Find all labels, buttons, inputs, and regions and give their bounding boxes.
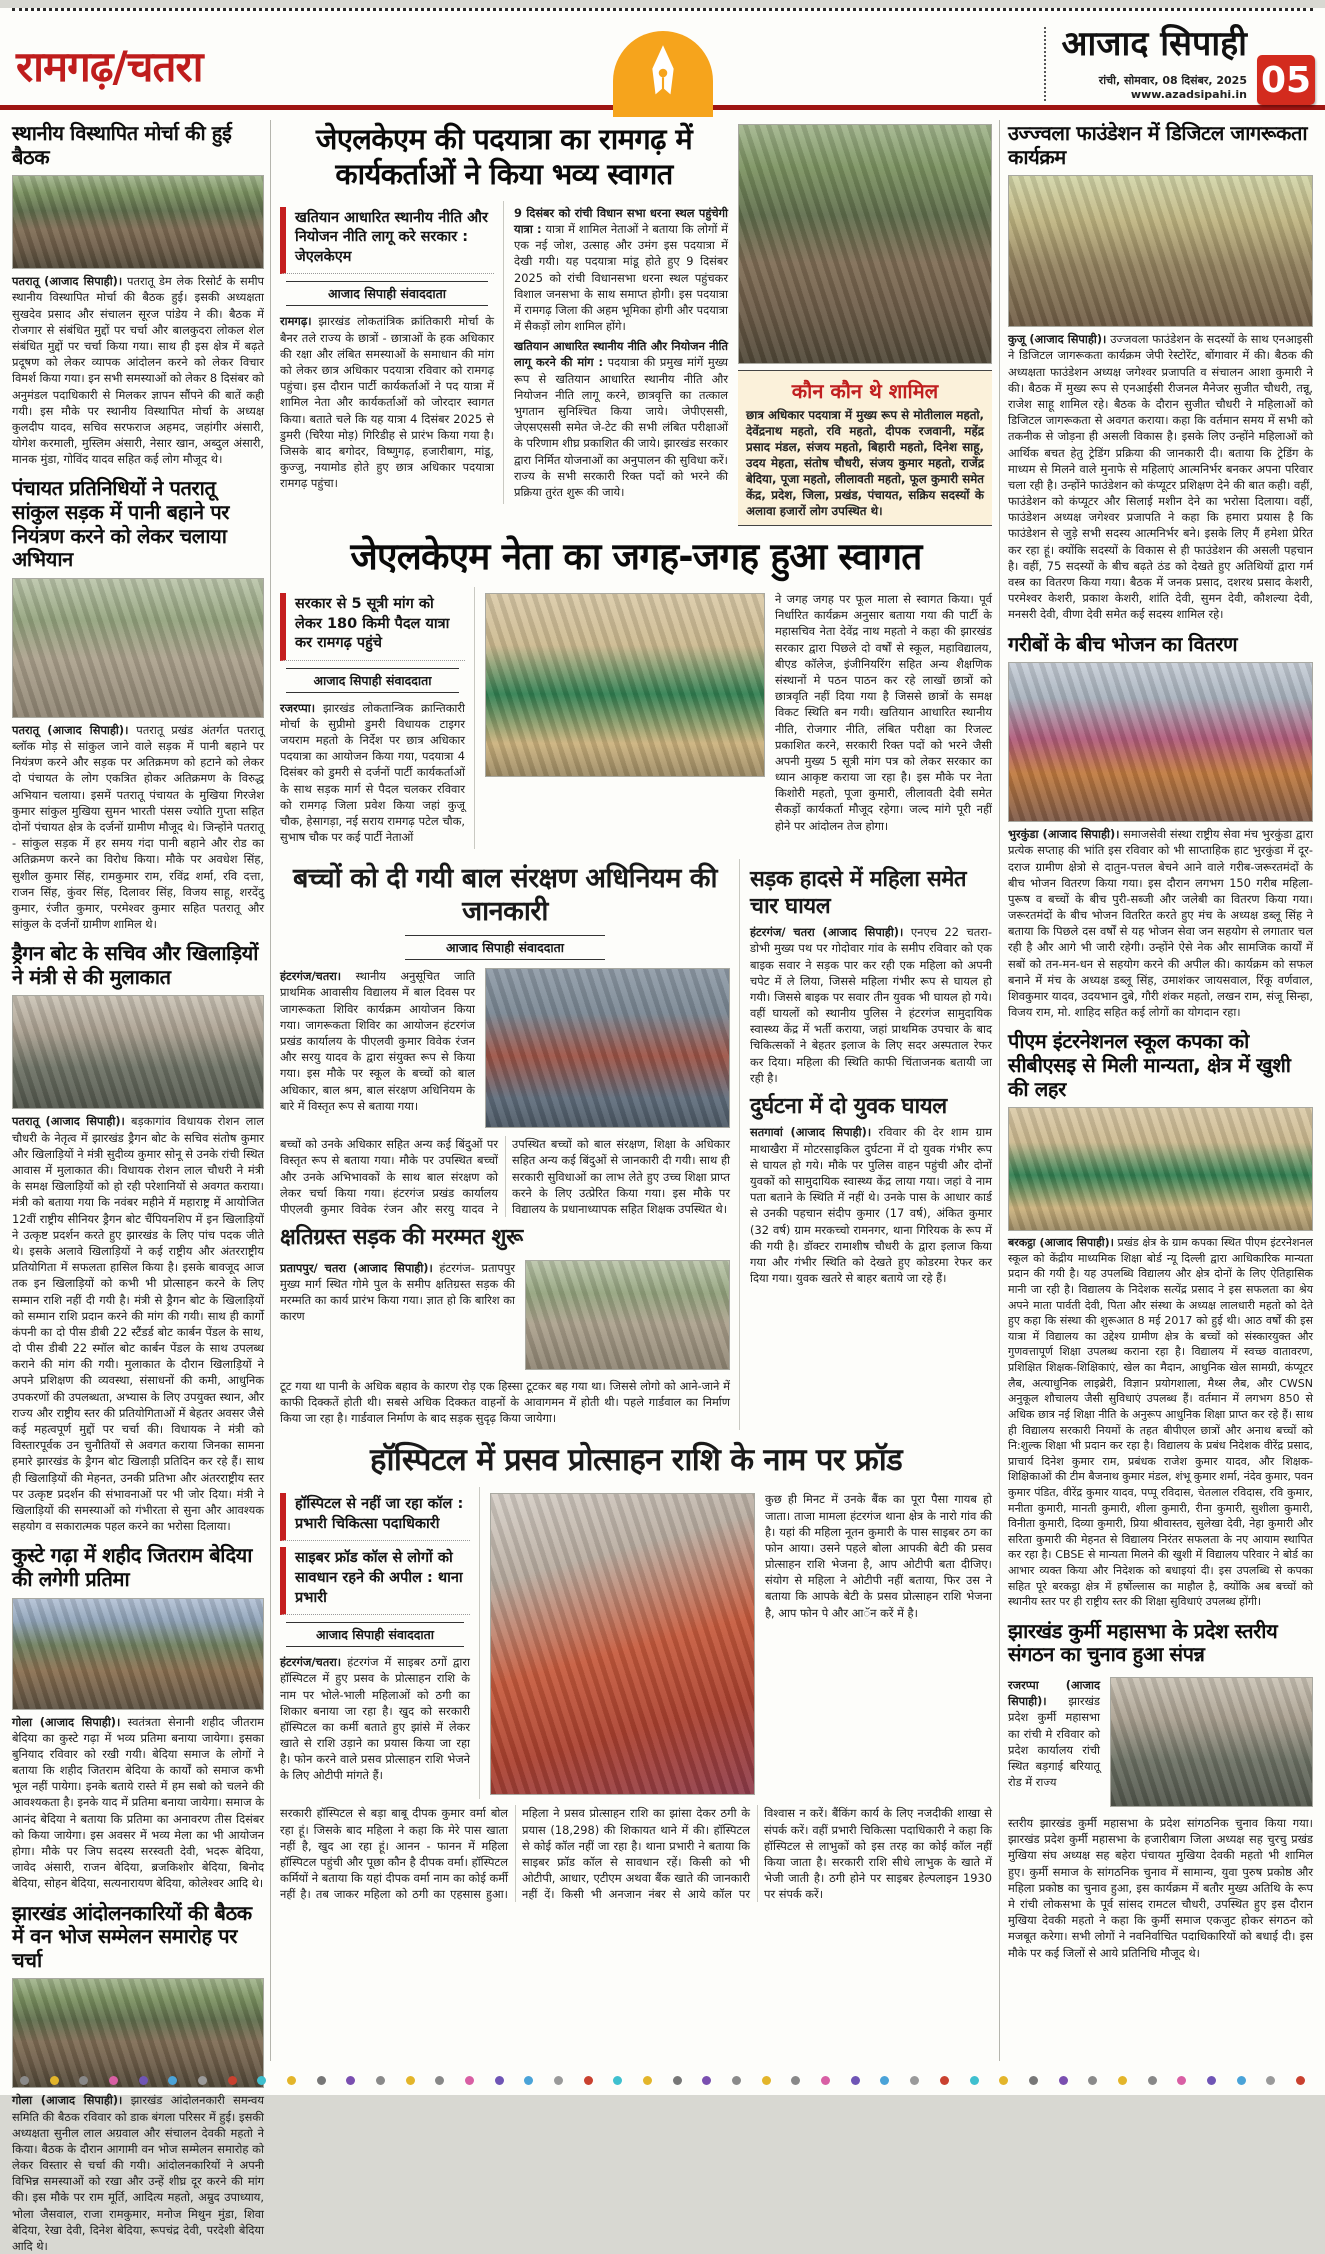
paper-masthead	[1044, 24, 1247, 101]
kurmi-text-col	[1008, 1673, 1100, 1811]
footer-dot	[1148, 2076, 1157, 2085]
hospital-headline: हॉस्पिटल में प्रसव प्रोत्साहन राशि के नाम पर फ्रॉड	[370, 1442, 902, 1479]
footer-dot	[732, 2076, 741, 2085]
swagat-photo-wrap	[485, 587, 765, 849]
footer-dot	[762, 2076, 771, 2085]
article-dateline: हंटरगंज/चतरा।	[280, 969, 342, 984]
pull-quote: हॉस्पिटल से नहीं जा रहा कॉल : प्रभारी चिकित्सा पदाधिकारी	[280, 1493, 470, 1541]
footer-dot	[257, 2076, 266, 2085]
byline: आजाद सिपाही संवाददाता	[286, 281, 488, 306]
footer-dot	[495, 2076, 504, 2085]
lead-article-right	[738, 120, 992, 526]
article-title: पीएम इंटरनेशनल स्कूल कपका को सीबीएसइ से मिली मान्यता, क्षेत्र में खुशी की लहर	[1008, 1029, 1291, 1101]
footer-dot	[1118, 2076, 1127, 2085]
article-body: ने जगह जगह पर फूल माला से स्वागत किया। पूर्व निर्धारित कार्यक्रम अनुसार बताया गया की पार्टी के महासचिव नेता देवेंद्र नाथ महतो ने कहा की झारखंड सरकार द्वारा पिछले दो वर्षों से स्कूल, महाविद्यालय, बीएड कॉलेज, इंजीनियरिंग सहित अन्य शैक्षणिक संस्थानों मे पठन पाठन कर रहे लाखों छात्रों को छात्रवृति नहीं दिया गया है जिससे छात्रों के समक्ष विकट स्थिति बन गयी। खतियान आधारित स्थानीय नीति, रोजगार नीति, लंबित परीक्षा का रिजल्ट प्रकाशित करने, सरकारी रिक्त पदों को भरने जैसी अपनी मुख्य 5 सूत्री मांग पत्र को लेकर सरकार का ध्यान आकृष्ट कराया जा रहा है। इस मौके पर नेता किशोरी महतो, पूजा कुमारी, लीलावती देवी समेत सैकड़ों कार्यकर्ता मौजूद रहेगा। जल्द मांगे पूरी नहीं होने पर आंदोलन तेज होगा।	[775, 592, 992, 833]
durg-headline: दुर्घटना में दो युवक घायल	[750, 1094, 947, 1120]
article-title: पंचायत प्रतिनिधियों ने पतरातू सांकुल सड़क में पानी बहाने पर नियंत्रण करने को लेकर चलाया अभियान	[12, 476, 230, 572]
article-body: गोला (आजाद सिपाही)। स्वतंत्रता सेनानी शहीद जीतराम बेदिया का कुस्टे गढ़ा में भव्य प्रतिमा बनाया जायेगा। इसका बुनियाद रविवार को रखी गयी। बेदिया समाज के लोगों ने बताया कि शहीद जितराम बेदिया के कार्यों को समाज कभी भूल नहीं पायेगा। इनके बताये रास्ते में हम सबो को चलने की आवश्यकता है। इनके याद में प्रतिमा बनाया जायेगा। समाज के आनंद बेदिया ने बताया कि प्रतिमा का अनावरण तीस दिसंबर को किया जायेगा। इस अवसर में भव्य मेला का भी आयोजन होगा। मौके पर जिप सदस्य सरस्वती देवी, भदरू बेदिया, जावेद अंसारी, राजन बेदिया, ब्रजकिशोर बेदिया, बिनोद बेदिया, सोहन बेदिया, सत्यनारायण बेदिया, कोलेश्वर आदि थे।	[12, 1714, 264, 1891]
photo-food-distribution	[1008, 662, 1313, 822]
paper-name: आजाद सिपाही	[1061, 24, 1247, 64]
hospital-body-continued: सरकारी हॉस्पिटल से बड़ा बाबू दीपक कुमार वर्मा बोल रहा हूं। जिसके बाद महिला ने कहा कि मेरे पास खाता नहीं है, खुद आ रहा हूं। आनन - फानन में महिला हॉस्पिटल पहुंची और पूछा कौन है दीपक वर्मा। हॉस्पिटल कर्मियों ने बताया कि यहां दीपक वर्मा नाम का कोई कर्मी नहीं है। तब जाकर महिला को ठगी का एहसास हुआ। महिला ने प्रसव प्रोत्साहन राशि का झांसा देकर ठगी के प्रयास (18,298) की शिकायत थाने में की। हॉस्पिटल से कोई कॉल नहीं जा रहा है। थाना प्रभारी ने बताया कि साइबर फ्रॉड कॉल से सावधान रहें। किसी को भी ओटीपी, आधार, एटीएम अथवा बैंक खाते की जानकारी नहीं दें। किसी भी अनजान नंबर से आये कॉल पर विश्वास न करें। बैंकिंग कार्य के लिए नजदीकी शाखा से संपर्क करें। वहीं प्रभारी चिकित्सा पदाधिकारी ने कहा कि हॉस्पिटल से लाभुकों को इस तरह का कोई कॉल नहीं किया जाता है। सरकारी राशि सीधे लाभुक के खाते में भेजी जाती है। ठगी होने पर साइबर हेल्पलाइन 1930 पर संपर्क करें।	[280, 1806, 992, 1902]
footer-dot	[346, 2076, 355, 2085]
article-body: रजरप्पा (आजाद सिपाही)। झारखंड प्रदेश कुर्मी महासभा का रांची मे रविवार को प्रदेश कार्यालय रांची स्थित बड़गाई बरियातू रोड में राज्य	[1008, 1678, 1100, 1790]
footer-dot	[940, 2076, 949, 2085]
article-dateline: प्रतापपुर/ चतरा (आजाद सिपाही)।	[280, 1260, 433, 1275]
footer-dot	[1059, 2076, 1068, 2085]
footer-dot	[228, 2076, 237, 2085]
photo-displaced-front-meeting	[12, 175, 264, 269]
article-title: कुस्टे गढ़ा में शहीद जितराम बेदिया की लगेगी प्रतिमा	[12, 1543, 253, 1591]
article-body-continued: स्तरीय झारखंड कुर्मी महासभा के प्रदेश सांगठनिक चुनाव किया गया। झारखंड प्रदेश कुर्मी महासभा के हजारीबाग जिला अध्यक्ष सह चुरचु प्रखंड मुखिया संघ अध्यक्ष सह बहेरा पंचायत मुखिया देवकी महतो भी शामिल हुए। कुर्मी समाज के सांगठनिक चुनाव में सामान्य, युवा पुरुष प्रकोष्ठ और महिला प्रकोष्ठ का चुनाव हुआ, इस कार्यक्रम में बतौर मुख्य अतिथि के रूप मे रांची लोकसभा के पूर्व सांसद रामटल चौधरी, उपस्थित हुए इस दौरान मुखिया देवकी महतो ने कहा कि कुर्मी समाज एकजुट होकर संगठन को मजबूत करेगा। सभी लोगों ने नवनिर्वाचित पदाधिकारियों को बधाई दी। इस मौके पर कई जिलों से आये प्रतिनिधि मौजूद थे।	[1008, 1816, 1313, 1960]
footer-dot	[999, 2076, 1008, 2085]
kurmi-photo-wrap	[1110, 1673, 1313, 1811]
accidents-column	[750, 859, 992, 1430]
lead-headline: जेएलकेएम की पदयात्रा का रामगढ़ में कार्यकर्ताओं ने किया भव्य स्वागत	[315, 122, 693, 192]
photo-dragon-boat-players	[12, 995, 264, 1109]
swagat-headline: जेएलकेएम नेता का जगह-जगह हुआ स्वागत	[350, 535, 922, 579]
article-dateline: पतरातू (आजाद सिपाही)।	[12, 274, 123, 289]
photo-fraud-victim-woman	[490, 1493, 755, 1795]
footer-dot	[376, 2076, 385, 2085]
footer-dot	[406, 2076, 415, 2085]
footer-dots	[20, 2076, 1305, 2085]
footer-dot	[643, 2076, 652, 2085]
footer-dot	[20, 2076, 29, 2085]
column-divider	[270, 120, 271, 2061]
section-title: रामगढ़/चतरा	[16, 42, 203, 91]
footer-dot	[465, 2076, 474, 2085]
article-body: भुरकुंडा (आजाद सिपाही)। समाजसेवी संस्था राष्ट्रीय सेवा मंच भुरकुंडा द्वारा प्रत्येक सप्ताह की भांति इस रविवार को भी साप्ताहिक हाट भुरकुंडा में दूर-दराज ग्रामीण क्षेत्रो से दातुन-पत्तल बेचने आने वाले गरीब-जरूरतमंदों के बीच भोजन वितरण किया गया। इस दौरान लगभग 150 गरीब महिला-पुरूष व बच्चों के बीच पुरी-सब्जी और जलेबी का वितरण किया गया। जरूरतमंदों के बीच भोजन वितरित करते हुए मंच के अध्यक्ष डब्लू सिंह ने बताया कि पिछले दस वर्षों से यह भोजन सेवा जन सहयोग से लगातार चल रही है और आगे भी जारी रहेगी। उन्होंने ऐसे नेक और सामजिक कार्यों में सबों को तन-मन-धन से सहयोग करने की अपील की। कार्यक्रम को सफल बनाने में मंच के अध्यक्ष डब्लू सिंह, उमाशंकर जायसवाल, रिंकू वर्णवाल, शिवकुमार यादव, उदयभान दुबे, गौरी शंकर महतो, लखन राम, संजू सिन्हा, विजय राम, मो. शाहिद सहित कई लोगों का योगदान रहा।	[1008, 827, 1314, 1020]
footer-dot	[435, 2076, 444, 2085]
sub-head: खतियान आधारित स्थानीय नीति और नियोजन नीति लागू करने की मांग :	[514, 339, 728, 370]
lead-article	[280, 120, 992, 526]
article-dateline: भुरकुंडा (आजाद सिपाही)।	[1008, 827, 1120, 842]
footer-dot	[1029, 2076, 1038, 2085]
article-body: हंटरगंज/चतरा। स्थानीय अनुसूचित जाति प्राथमिक आवासीय विद्यालय में बाल दिवस पर जागरूकता शिविर कार्यक्रम आयोजन किया गया। जागरूकता शिविर का आयोजन हंटरगंज प्रखंड कार्यालय के पीएलवी कुमार विवेक रंजन और सरयु यादव के द्वारा संयुक्त रूप से किया गया। इस मौके पर स्कूल के बच्चों को बाल अधिकार, बाल श्रम, बाल संरक्षण अधिनियम के बारे में विस्तृत रूप से बताया गया।	[280, 969, 475, 1113]
box-title: कौन कौन थे शामिल	[791, 379, 939, 403]
ksha-headline: क्षतिग्रस्त सड़क की मरम्मत शुरू	[280, 1225, 523, 1251]
article-body-continued: टूट गया था पानी के अधिक बहाव के कारण रोड़ एक हिस्सा टूटकर बह गया था। जिससे लोगो को आने-जाने में काफी दिक्कतें होती थी। सबसे अधिक दिक्कत वाहनों के आवागमन में होती थी। पहले गार्डवाल का निर्माण किया जा रहा है। गार्डवाल निर्माण के बाद सड़क सुदृढ़ किया जायेगा।	[280, 1378, 730, 1425]
photo-statue-foundation	[12, 1598, 264, 1710]
footer-dot	[1237, 2076, 1246, 2085]
pen-nib-logo	[613, 31, 713, 117]
byline: आजाद सिपाही संवाददाता	[286, 668, 459, 693]
article-dateline: रामगढ़।	[280, 314, 312, 329]
ksha-text-col	[280, 1256, 515, 1374]
article-dateline: सतगावां (आजाद सिपाही)।	[750, 1125, 872, 1140]
footer-dot	[317, 2076, 326, 2085]
footer-dot	[970, 2076, 979, 2085]
swagat-subcol-1	[280, 587, 475, 849]
page-number-badge: 05	[1257, 55, 1315, 105]
bal-photo-wrap	[485, 964, 730, 1132]
footer-dot	[287, 2076, 296, 2085]
left-column	[12, 120, 265, 2254]
article-dateline: हंटरगंज/ चतरा (आजाद सिपाही)।	[750, 925, 904, 940]
footer-dot	[851, 2076, 860, 2085]
footer-dot	[584, 2076, 593, 2085]
article-dateline: पतरातू (आजाद सिपाही)।	[12, 1114, 125, 1129]
ksha-photo-wrap	[525, 1256, 730, 1374]
hospital-subcol-2	[765, 1487, 992, 1799]
hospital-subcol-1	[280, 1487, 480, 1799]
footer-dot	[673, 2076, 682, 2085]
kurmi-article-top	[1008, 1673, 1313, 1811]
article-body: कुछ ही मिनट में उनके बैंक का पूरा पैसा गायब हो जाता। ताजा मामला हंटरगंज थाना क्षेत्र के नारो गांव की है। यहां की महिला नूतन कुमारी के पास साइबर ठग का फोन आया। उसने पहले बोला आपकी बेटी की प्रसव प्रोत्साहन राशि भेजना है, आप ओटीपी बता दीजिए। संयोग से महिला ने ओटीपी नहीं बताया, फिर उस ने बताया कि आपके बेटी के प्रसव प्रोत्साहन राशि भेजना है, आप फोन पे और आॅन करें में है।	[765, 1492, 992, 1620]
photo-digital-awareness-program	[1008, 175, 1313, 327]
footer-dot	[79, 2076, 88, 2085]
column-divider	[999, 120, 1000, 2061]
lead-subcol-1	[280, 201, 504, 504]
article-dateline: कुजू (आजाद सिपाही)।	[1008, 332, 1107, 347]
photo-padyatra-welcome	[738, 124, 992, 364]
lead-subcol-2	[514, 201, 728, 504]
article-title: गरीबों के बीच भोजन का वितरण	[1008, 631, 1238, 656]
article-body: पतरातू (आजाद सिपाही)। पतरातू डेम लेक रिसोर्ट के समीप स्थानीय विस्थापित मोर्चा की बैठक हुई। इसकी अध्यक्षता सुखदेव प्रसाद और संचालन सूरज पांडेय ने की। बैठक में रोजगार से संबंधित मुद्दों पर चर्चा और बालकुदरा लोकल शेल संबंधित मुद्दों पर चर्चा किया गया। साथ ही इस क्षेत्र में बढ़ते प्रदूषण को लेकर व्यापक आंदोलन करने को लेकर विचार विमर्श किया गया। इन सभी समस्याओं को लेकर 8 दिसंबर को अनुमंडल पदाधिकारी से मिलकर ज्ञापन सौंपने की बातें कही गयी। इस मौके पर स्थानीय विस्थापित मोर्चा के अध्यक्ष कुलदीप यादव, सचिव सरफराज अहमद, जहांगीर अंसारी, योगेश करमाली, मुस्लिम अंसारी, नेसार खान, अब्दुल अंसारी, मानक मुंडा, गोविंद यादव सहित कई लोग मौजूद थे।	[12, 274, 264, 467]
footer-dot	[198, 2076, 207, 2085]
footer-dot	[1296, 2076, 1305, 2085]
middle-column	[280, 120, 992, 2061]
byline: आजाद सिपाही संवाददाता	[286, 1622, 464, 1647]
footer-dot	[702, 2076, 711, 2085]
footer-dot	[1177, 2076, 1186, 2085]
photo-andolankari-meeting	[12, 1978, 264, 2088]
sub-head: 9 दिसंबर को रांची विधान सभा धरना स्थल पहुंचेगी यात्रा :	[514, 205, 728, 236]
article-body: हंटरगंज/चतरा। हंटरगंज में साइबर ठगों द्वारा हॉस्पिटल में हुए प्रसव के प्रोत्साहन राशि के नाम पर भोले-भाली महिलाओं को ठगी का शिकार बनाया जा रहा है। खुद को सरकारी हॉस्पिटल का कर्मी बताते हुए झांसे में लेकर खाते से राशि उड़ाने का प्रयास किया जा रहा है। फोन करने वाले प्रसव प्रोत्साहन राशि भेजने के लिए ओटीपी मांगते हैं।	[280, 1655, 470, 1783]
article-body-continued: बच्चों को उनके अधिकार सहित अन्य कई बिंदुओं पर विस्तृत रूप से बताया गया। मौके पर उपस्थित बच्चों और उनके अभिभावकों के साथ बाल संरक्षण को लेकर चर्चा किया गया। हंटरगंज प्रखंड कार्यालय पीएलवी कुमार विवेक रंजन और सरयु यादव ने उपस्थित बच्चों को बाल संरक्षण, शिक्षा के अधिकार सहित अन्य कई बिंदुओं से जानकारी दी गयी। साथ ही सरकारी सुविधाओं का लाभ लेते हुए उच्च शिक्षा प्राप्त करने के लिए उत्प्रेरित किया गया। इस मौके पर विद्यालय के प्रधानाध्यापक सहित शिक्षक उपस्थित थे।	[280, 1137, 730, 1216]
photo-leader-garlanded	[485, 593, 765, 777]
article-dateline: रजरप्पा (आजाद सिपाही)।	[1008, 1678, 1100, 1709]
article-body: पतरातू (आजाद सिपाही)। पतरातू प्रखंड अंतर्गत पतरातू ब्लॉक मोड़ से सांकुल जाने वाले सड़क में पानी बहाने पर नियंत्रण करने और सड़क पर अतिक्रमण को हटाने को लेकर दो पंचायत के लोग एकत्रित होकर अतिक्रमण के विरुद्ध अभियान चलाया। इसमें पतरातू पंचायत के मुखिया गिरजेश कुमार सांकुल मुखिया सुमन भारती पंसस ज्योति गुप्ता सहित दोनों पंचायत क्षेत्र के दर्जनों ग्रामीण मौजूद थे। जिन्होंने पतरातू - सांकुल सड़क में हर समय गंदा पानी बहाने और रोड का अतिक्रमण करने का विरोध किया। मौके पर अवधेश सिंह, सुशील कुमार सिंह, रामकुमार राम, रविंद्र शर्मा, रवि दत्ता, राजन सिंह, कुंवर सिंह, दिलावर सिंह, विजय साहू, शरदेंदु कुमार, रंजीत कुमार, परमेश्वर कुमार सहित पतरातू और सांकुल के दर्जनों ग्रामीण शामिल थे।	[12, 722, 264, 932]
hospital-photo-wrap	[490, 1487, 755, 1799]
lead-article-left	[280, 120, 728, 526]
photo-school-affiliated-banner	[1008, 1107, 1313, 1231]
article-dateline: गोला (आजाद सिपाही)।	[12, 2093, 123, 2108]
article-dateline: गोला (आजाद सिपाही)।	[12, 1714, 121, 1729]
swagat-subcol-2	[775, 587, 992, 849]
article-body: गोला (आजाद सिपाही)। झारखंड आंदोलनकारी समन्वय समिति की बैठक रविवार को डाक बंगला परिसर में हुई। इसकी अध्यक्षता सुनील लाल अग्रवाल और संचालन देवकी महतो ने किया। बैठक के दौरान आगामी वन भोज सम्मेलन समारोह को लेकर विस्तार से चर्चा की गयी। आंदोलनकारियों ने अपनी विभिन्न समस्याओं को रखा और उन्हें शीघ्र दूर करने की मांग की। इस मौके पर राम मूर्ति, आदित्य महतो, अम्रुद उपाध्याय, भोला जैसवाल, राजा रामकुमार, मनोज मिथुन मुंडा, शिवा बेदिया, रेखा देवी, दिनेश बेदिया, रूपचंद्र देवी, परदेशी बेदिया आदि थे।	[12, 2093, 265, 2254]
photo-panchayat-road-campaign	[12, 578, 264, 718]
footer-dot	[910, 2076, 919, 2085]
pull-quote: खतियान आधारित स्थानीय नीति और नियोजन नीति लागू करे सरकार : जेएलकेएम	[280, 207, 494, 275]
bal-text-col	[280, 964, 475, 1132]
article-body: पतरातू (आजाद सिपाही)। बड़कागांव विधायक रोशन लाल चौधरी के नेतृत्व में झारखंड ड्रैगन बोट के सचिव संतोष कुमार और खिलाड़ियों ने मंत्री सुदीव्य कुमार सोनू से उनके रांची स्थित आवास में मुलाकात की। विधायक रोशन लाल चौधरी ने मंत्री के समक्ष खिलाड़ियों को हो रही परेशानियों से अवगत कराया। मंत्री को बताया गया कि नवंबर महीने में महाराष्ट्र में आयोजित 12वीं राष्ट्रीय सीनियर ड्रैगन बोट चैंपियनशिप में इन खिलाड़ियों ने उत्कृष्ट प्रदर्शन करते हुए झारखंड के लिए पांच पदक जीते थे। इसके अलावे खिलाड़ियों ने कई राष्ट्रीय और अंतरराष्ट्रीय प्रतियोगिता में सफलता हासिल किया है। इसके बावजूद आज तक इन खिलाड़ियों को कभी भी प्रोत्साहन करने के लिए सम्मान राशि नहीं दी गयी है। मंत्री से ड्रैगन बोट के खिलाड़ियों को सम्मान राशि प्रदान करने की मांग की गयी। साथ ही कार्गो कंपनी का दो पीस डीबी 22 स्टैंडर्ड बोट कार्बन पेंडल के साथ, दो पीस डीबी 22 स्मॉल बोट कार्बन पेंडल के साथ उपलब्ध कराने की मांग की गयी। मुलाकात के दौरान खिलाड़ियों ने अपने प्रशिक्षण की व्यवस्था, संसाधनों की कमी, आधुनिक उपकरणों की उपलब्धता, अभ्यास के लिए उपयुक्त स्थान, और राज्य और राष्ट्रीय स्तर की प्रतियोगिताओं में बेहतर अवसर जैसे कई महत्वपूर्ण मुद्दों पर चर्चा की। विधायक ने मंत्री को विस्तारपूर्वक उन चुनौतियों से अवगत कराया जिनका सामना हमारे झारखंड के ड्रैगन बोट खिलाड़ी प्रतिदिन कर रहे हैं। साथ ही खिलाड़ियों की मेहनत, उनकी प्रतिभा और अंतरराष्ट्रीय स्तर पर उत्कृष्ट प्रदर्शन की संभावनाओं पर भी जोर दिया। मंत्री ने खिलाड़ियों की समस्याओं को गंभीरता से सुना और आवश्यक सहयोग व सकारात्मक पहल करने का भरोसा दिलाया।	[12, 1114, 264, 1534]
article-body: हंटरगंज/ चतरा (आजाद सिपाही)। एनएच 22 चतरा- डोभी मुख्य पथ पर गोदोवार गांव के समीप रविवार को एक बाइक सवार ने सड़क पार कर रही एक महिला को अपनी चपेट में ले लिया, जिससे महिला गंभीर रूप से घायल हो गयी। जिससे बाइक पर सवार तीन युवक भी घायल हो गये। वहीं घायलों को स्थानीय पुलिस ने हंटरगंज सामुदायिक स्वास्थ्य केंद्र में भर्ती कराया, जहां प्राथमिक उपचार के बाद चिकित्सकों ने बेहतर इलाज के लिए सदर अस्पताल रेफर कर दिया। महिला की स्थिति काफी चिंताजनक बतायी जा रही है।	[750, 925, 992, 1085]
article-dateline: हंटरगंज/चतरा।	[280, 1655, 342, 1670]
article-body: 9 दिसंबर को रांची विधान सभा धरना स्थल पहुंचेगी यात्रा : यात्रा में शामिल नेताओं ने बताया कि लोगों में एक नई जोश, उत्साह और उमंग इस पदयात्रा में देखी गयी। यह पदयात्रा मांडू होते हुए 9 दिसंबर 2025 को रांची विधानसभा धरना स्थल पहुंचकर विशाल जनसभा के साथ समाप्त होगी। इस पदयात्रा में रामगढ़ जिला की अहम भूमिका होगी और पदयात्रा में सैकड़ों लोग शामिल होंगे।	[514, 205, 728, 334]
photo-children-awareness-camp	[485, 968, 730, 1128]
masthead	[0, 11, 1325, 111]
pen-nib-icon	[641, 41, 685, 105]
right-column	[1008, 120, 1313, 2061]
footer-dot	[554, 2076, 563, 2085]
footer-dot	[168, 2076, 177, 2085]
dateline: रांची, सोमवार, 08 दिसंबर, 2025	[1098, 73, 1247, 87]
article-body: प्रतापपुर/ चतरा (आजाद सिपाही)। हंटरगंज- प्रतापपुर मुख्य मार्ग स्थित गोमे पुल के समीप क्षतिग्रस्त सड़क की मरम्मति का कार्य प्रारंभ किया गया। ज्ञात हो कि बारिश का कारण	[280, 1260, 515, 1324]
sadak-headline: सड़क हादसे में महिला समेत चार घायल	[750, 867, 967, 919]
hospital-article	[280, 1487, 992, 1799]
article-body: कुजू (आजाद सिपाही)। उज्जवला फाउंडेशन के सदस्यों के साथ एनआइसी ने डिजिटल जागरूकता कार्यक्रम जेपी रेस्टोरेंट, बोंगावार में की। बैठक की अध्यक्षता फाउंडेशन अध्यक्ष जगेश्वर प्रजापति व संचालन आशा कुमारी ने की। बैठक में मुख्य रूप से एनआईसी रीजनल मैनेजर सुजीत चौधरी, तन्नू, राजेश साहू शामिल रहे। बैठक के दौरान सुजीत चौधरी ने महिलाओं को डिजिटल जागरूकता से अवगत कराया। कहा कि वर्तमान समय में सभी को तकनीक से जोड़ना ही असली विकास है। इसके लिए उन्होंने महिलाओं को आर्थिक बचत हेतु ट्रेडिंग प्रक्रिया की जानकारी दी। बताया कि ट्रेडिंग के माध्यम से मिलने वाले मुनाफे से महिलाएं आत्मनिर्भर बनकर अपना परिवार चला रही है। उन्होंने फाउंडेशन को कंप्यूटर प्रशिक्षण देने की बात कही। वहीं, फाउंडेशन को कंप्यूटर और सिलाई मशीन देने का भरोसा दिलाया। वहीं, फाउंडेशन अध्यक्ष जगेश्वर प्रजापति ने कहा कि हमारा प्रयास है कि फाउंडेशन से जुड़े सभी सदस्य आत्मनिर्भर बने। इसके लिए मैं हमेशा प्रेरित कर रहा हूं। क्योंकि सदस्यों के विकास से ही फाउंडेशन की असली पहचान है। वहीं, 75 सदस्यों के बीच बढ़ते ठंड को देखते हुए अतिथियों द्वारा गर्म वस्त्र का वितरण किया गया। बैठक में जनक प्रसाद, दशरथ प्रसाद केशरी, परमेश्वर केशरी, प्रकाश केशरी, शांति देवी, सुमन देवी, कौशल्या देवी, मनसरी देवी, वीणा देवी समेत कई सदस्य शामिल रहे।	[1008, 332, 1313, 622]
pull-quote: साइबर फ्रॉड कॉल से लोगों को सावधान रहने की अपील : थाना प्रभारी	[280, 1547, 470, 1615]
box-body: छात्र अधिकार पदयात्रा में मुख्य रूप से मोतीलाल महतो, देवेंद्रनाथ महतो, रवि महतो, दीपक रजवानी, महेंद्र प्रसाद मंडल, संजय महतो, बिहारी महतो, दिनेश साहू, उदय मेहता, संतोष चौधरी, संजय कुमार महतो, राजेंद्र बेदिया, पूजा महतो, लीलावती महतो, फूल कुमारी समेत केंद्र, प्रदेश, जिला, प्रखंड, पंचायत, सक्रिय सदस्यों के अलावा हजारों लोग उपस्थित थे।	[746, 408, 984, 518]
footer-dot	[791, 2076, 800, 2085]
photo-damaged-road-repair	[525, 1260, 730, 1370]
article-body: बरकट्ठा (आजाद सिपाही)। प्रखंड क्षेत्र के ग्राम कपका स्थित पीएम इंटरनेशनल स्कूल को केंद्रीय माध्यमिक शिक्षा बोर्ड न्यू दिल्ली द्वारा आधिकारिक मान्यता प्रदान की गयी है। यह उपलब्धि विद्यालय और क्षेत्र दोनों के लिए ऐतिहासिक मानी जा रही है। विद्यालय के निदेशक सत्येंद्र प्रसाद ने इस सफलता का श्रेय अपने माता पार्वती देवी, पिता और संस्था के अध्यक्ष लालधारी महतो को देते हुए कहा कि संस्था की शुरूआत 8 मई 2017 को हुई थी। आठ वर्षों की इस यात्रा में विद्यालय का उद्देश्य ग्रामीण क्षेत्र के बच्चों को संस्कारयुक्त और गुणवत्तापूर्ण शिक्षा उपलब्ध कराना रहा है। विद्यालय में स्वच्छ वातावरण, प्रशिक्षित शिक्षक-शिक्षिकाएं, खेल का मैदान, आधुनिक खेल सामग्री, कंप्यूटर लैब, अत्याधुनिक लाइब्रेरी, विज्ञान प्रयोगशाला, मैथ्स लैब, और CWSN अनुकूल शौचालय जैसी सुविधाएं उपलब्ध हैं। वर्तमान में लगभग 850 से अधिक छात्र नई शिक्षा नीति के अनुरूप आधुनिक शिक्षा प्राप्त कर रहे हैं। साथ ही विद्यालय सरकारी नियमों के तहत बीपीएल छात्रों और अनाथ बच्चों को नि:शुल्क शिक्षा भी प्रदान कर रहा है। विद्यालय के प्रबंध निदेशक वीरेंद्र प्रसाद, प्राचार्य दिनेश कुमार राम, प्रबंधक राजेश कुमार यादव, और शिक्षक-शिक्षिकाओं की टीम बैजनाथ कुमार मंडल, शंभू कुमार शर्मा, नंदेव कुमार, पवन कुमार पंडित, वीरेंद्र कुमार यादव, पप्पू रविदास, चेतलाल रविदास, रवि कुमार, मनीता कुमारी, मानती कुमारी, शीला कुमारी, रीना कुमारी, सुशीला कुमारी, विनीता कुमारी, दिव्या कुमारी, प्रिया श्रीवास्तव, सुलेखा देवी, नेहा कुमारी और सरिता कुमारी की मेहनत से विद्यालय निरंतर सफलता के नए आयाम स्थापित कर रहा है। CBSE से मान्यता मिलने की खुशी में विद्यालय परिवार ने बोर्ड का आभार व्यक्त किया और निदेशक को बधाइयां दी। इस उपलब्धि से कपका सहित पूरे बरकट्ठा क्षेत्र में हर्षोल्लास का माहौल है, क्योंकि अब बच्चों को स्थानीय स्तर पर ही राष्ट्रीय स्तर की शिक्षा सुविधाएं उपलब्ध होंगी।	[1008, 1236, 1313, 1609]
footer-dot	[880, 2076, 889, 2085]
article-dateline: बरकट्ठा (आजाद सिपाही)।	[1008, 1236, 1114, 1250]
website-url: www.azadsipahi.in	[1130, 87, 1247, 101]
article-dateline: पतरातू (आजाद सिपाही)।	[12, 722, 129, 737]
footer-dot	[613, 2076, 622, 2085]
footer-dot	[1266, 2076, 1275, 2085]
bal-article	[280, 859, 740, 1430]
article-title: झारखंड कुर्मी महासभा के प्रदेश स्तरीय संगठन का चुनाव हुआ संपन्न	[1008, 1618, 1278, 1667]
article-title: झारखंड आंदोलनकारियों की बैठक में वन भोज सम्मेलन समारोह पर चर्चा	[12, 1900, 252, 1972]
article-body: रजरप्पा। झारखंड लोकतान्त्रिक क्रान्तिकारी मोर्चा के सुप्रीमो डुमरी विधायक टाइगर जयराम महतो के निर्देश पर छात्र अधिकार पदयात्रा का आयोजन किया गया, पदयात्रा 4 दिसंबर को डुमरी से दर्जनों पार्टी कार्यकर्ताओं के साथ सड़क मार्ग से पैदल चलकर रविवार को रामगढ़ जिला प्रवेश किया जहां कुजू चौक, हेसागड़ा, नई सराय रामगढ़ पटेल चौक, सुभाष चौक पर कई पार्टी नेताओं	[280, 700, 465, 845]
pull-quote: सरकार से 5 सूत्री मांग को लेकर 180 किमी पैदल यात्रा कर रामगढ़ पहुंचे	[280, 593, 465, 661]
article-body: रामगढ़। झारखंड लोकतांत्रिक क्रांतिकारी मोर्चा के बैनर तले राज्य के छात्रों - छात्राओं के हक अधिकार की रक्षा और लंबित समस्याओं के समाधान की मांग को लेकर छात्र अधिकार पदयात्रा रविवार को रामगढ़ पहुंचा। इस दौरान पार्टी कार्यकर्ताओं ने पद यात्रा में शामिल नेता और कार्यकर्ताओं को जोरदार स्वागत किया। बताते चले कि यह यात्रा 4 दिसंबर 2025 से डुमरी (चिरैया मोड़) गिरिडीह से प्रारंभ किया गया है। जिसके बाद बगोदर, विष्णुगढ़, हजारीबाग, मांडू, कुज्जु, नयामोड होते हुए छात्र अधिकार पदयात्रा रामगढ़ पहुंचा।	[280, 314, 495, 491]
footer-dot	[524, 2076, 533, 2085]
footer-dot	[50, 2076, 59, 2085]
article-title: ड्रैगन बोट के सचिव और खिलाड़ियों ने मंत्री से की मुलाकात	[12, 941, 259, 989]
bal-headline: बच्चों को दी गयी बाल संरक्षण अधिनियम की जानकारी	[292, 863, 718, 928]
byline: आजाद सिपाही संवाददाता	[405, 935, 605, 960]
article-dateline: रजरप्पा।	[280, 700, 316, 715]
footer-dot	[109, 2076, 118, 2085]
swagat-article	[280, 587, 992, 849]
who-participated-box	[738, 370, 992, 526]
footer-dot	[139, 2076, 148, 2085]
article-title: उज्ज्वला फाउंडेशन में डिजिटल जागरूकता कार्यक्रम	[1008, 121, 1308, 169]
footer-dot	[1088, 2076, 1097, 2085]
footer-dot	[1207, 2076, 1216, 2085]
article-title: स्थानीय विस्थापित मोर्चा की हुई बैठक	[12, 121, 232, 169]
article-body: खतियान आधारित स्थानीय नीति और नियोजन नीति लागू करने की मांग : पदयात्रा की प्रमुख मांगें मुख्य रूप से खतियान आधारित स्थानीय नीति और नियोजन नीति लागू करने, छात्रवृत्ति का तत्काल भुगतान सुनिश्चित किया जाये। जेपीएससी, जेएसएससी समेत जे-टेट की सभी लंबित परीक्षाओं के परिणाम शीघ्र प्रकाशित की जाये। झारखंड सरकार द्वारा निर्मित योजनाओं का अनुपालन की सुविधा करें। राज्य के सभी सरकारी रिक्त पदों को भरने की प्रक्रिया तुरंत शुरू की जाये।	[514, 339, 728, 499]
photo-kurmi-mahasabha-election	[1110, 1677, 1313, 1807]
section-three	[280, 859, 992, 1430]
article-body: सतगावां (आजाद सिपाही)। रविवार की देर शाम ग्राम माथाखैरा में मोटरसाइकिल दुर्घटना में दो युवक गंभीर रूप से घायल हो गये। मौके पर पुलिस वाहन पहुंची और दोनों युवकों को सामुदायिक स्वास्थ्य केंद्र लाया गया। जहां वे नाम पता बताने के स्थिति में नहीं थे। उनके पास के आधार कार्ड से उनकी पहचान संदीप कुमार (17 वर्ष), अंकित कुमार (32 वर्ष) ग्राम मरकच्चो रामनगर, थाना गिरियक के रूप में की गयी है। डॉक्टर रामाशीष चौधरी के द्वारा इलाज किया गया और गंभीर स्थिति को देखते हुए कोडरमा रेफर कर दिया गया। युवक खतरे से बाहर बताये जा रहे हैं।	[750, 1125, 992, 1286]
newspaper-page	[0, 8, 1325, 2254]
footer-dot	[821, 2076, 830, 2085]
